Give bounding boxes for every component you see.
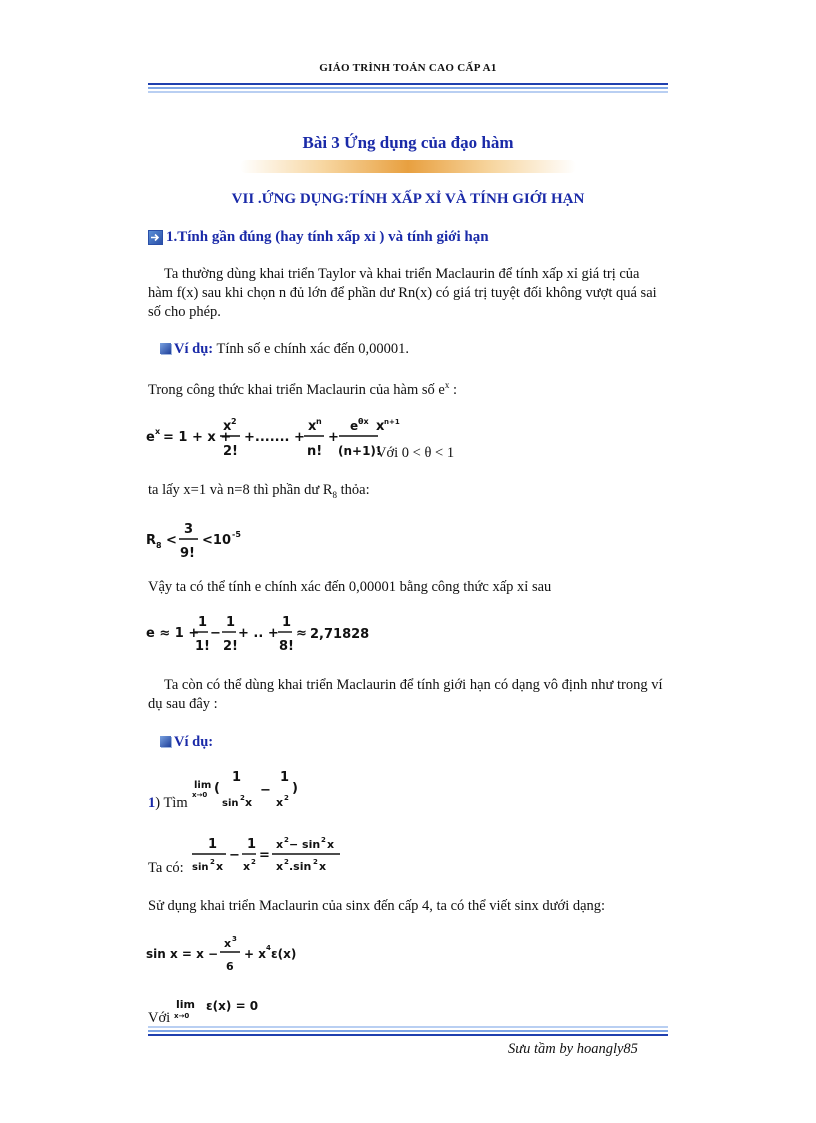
document-header-title: GIÁO TRÌNH TOÁN CAO CẤP A1: [319, 62, 497, 74]
maclaurin-sup: x: [444, 380, 450, 390]
svg-text:2: 2: [210, 858, 215, 866]
decorative-gradient-bar: [240, 160, 576, 173]
svg-text:.sin: .sin: [289, 860, 312, 873]
approx-line: Vậy ta có thể tính e chính xác đến 0,00001 bằng công thức xấp xỉ sau: [148, 579, 552, 595]
svg-text:e ≈ 1 +: e ≈ 1 +: [146, 626, 200, 641]
svg-text:−: −: [210, 626, 221, 641]
formula-difference: [192, 832, 352, 880]
formula-sin-expansion: [146, 930, 306, 982]
svg-text:x: x: [155, 427, 161, 436]
header-rule: [148, 83, 668, 95]
svg-text:1: 1: [232, 770, 242, 785]
svg-text:x: x: [224, 937, 232, 950]
svg-text:x: x: [308, 419, 317, 434]
svg-text:(n+1)!: (n+1)!: [338, 444, 382, 458]
svg-text:+....... +: +....... +: [244, 430, 305, 445]
example-label: Ví dụ:: [174, 341, 214, 357]
svg-text:1!: 1!: [195, 639, 210, 654]
svg-text:-5: -5: [232, 530, 241, 539]
sin-expansion-line: Sử dụng khai triển Maclaurin của sinx đến cấp 4, ta có thể viết sinx dưới dạng:: [148, 898, 606, 914]
svg-text:2: 2: [284, 794, 289, 802]
svg-text:n+1: n+1: [384, 418, 400, 426]
svg-text:lim: lim: [176, 998, 196, 1011]
remainder-text: ta lấy x=1 và n=8 thì phần dư R: [148, 482, 333, 498]
svg-text:sin x = x −: sin x = x −: [146, 947, 219, 961]
svg-text:6: 6: [226, 960, 234, 973]
svg-text:3: 3: [232, 935, 237, 943]
svg-text:2: 2: [284, 836, 289, 844]
svg-text:e: e: [350, 419, 359, 433]
svg-text:(: (: [214, 781, 220, 796]
svg-text:1: 1: [247, 837, 257, 852]
formula-limit-expression: [192, 764, 312, 812]
svg-text:R: R: [146, 533, 157, 548]
svg-text:n: n: [316, 417, 322, 426]
lesson-title: Bài 3 Ứng dụng của đạo hàm: [302, 133, 514, 152]
svg-text:x→0: x→0: [174, 1012, 190, 1020]
svg-text:4: 4: [266, 944, 271, 952]
svg-text:x: x: [223, 419, 232, 434]
svg-text:x: x: [243, 860, 251, 873]
svg-text:x: x: [276, 796, 284, 809]
svg-text:n!: n!: [307, 444, 323, 459]
svg-text:): ): [292, 781, 298, 796]
svg-text:x: x: [276, 838, 284, 851]
svg-text:lim: lim: [194, 780, 212, 791]
svg-text:+ .. +: + .. +: [238, 626, 279, 641]
svg-text:x: x: [327, 838, 335, 851]
svg-text:sin: sin: [222, 798, 239, 809]
svg-text:1: 1: [282, 615, 292, 630]
subsection-title-text: 1.Tính gần đúng (hay tính xấp xỉ ) và tính giới hạn: [166, 229, 489, 245]
subsection-title: [148, 229, 489, 246]
svg-text:x: x: [276, 860, 284, 873]
footer-rule: [148, 1026, 668, 1038]
svg-text:x→0: x→0: [192, 791, 208, 799]
section-title: VII .ỨNG DỤNG:TÍNH XẤP XỈ VÀ TÍNH GIỚI HẠN: [231, 191, 585, 207]
square-bullet-icon: [160, 736, 171, 747]
maclaurin-tail: :: [449, 381, 458, 398]
svg-text:2: 2: [313, 858, 318, 866]
svg-text:2: 2: [284, 858, 289, 866]
intro-paragraph: Ta thường dùng khai triển Taylor và khai triển Maclaurin để tính xấp xỉ giá trị của hàm f(x) sau khi chọn n đủ lớn để phần dư Rn(x) có giá trị tuyệt đối không vượt quá sai số cho phép.: [148, 266, 657, 320]
svg-text:2: 2: [251, 858, 256, 866]
approx-value: 2,71828: [310, 627, 370, 642]
svg-text:2!: 2!: [223, 444, 238, 459]
svg-text:= 1 + x +: = 1 + x +: [163, 430, 232, 445]
svg-text:x: x: [216, 860, 224, 873]
svg-text:=: =: [259, 848, 270, 863]
svg-text:x: x: [245, 796, 253, 809]
svg-text:≈: ≈: [296, 626, 307, 641]
remainder-sub: 8: [332, 489, 337, 500]
arrow-box-icon: [148, 230, 163, 245]
svg-text:2!: 2!: [223, 639, 238, 654]
svg-text:1: 1: [208, 837, 218, 852]
example-2: [160, 733, 680, 752]
svg-text:8!: 8!: [279, 639, 294, 654]
square-bullet-icon: [160, 343, 171, 354]
svg-text:1: 1: [198, 615, 208, 630]
example-1: [160, 340, 680, 359]
remainder-line: [148, 481, 668, 505]
maclaurin-text: Trong công thức khai triển Maclaurin của hàm số e: [148, 381, 445, 398]
svg-text:1: 1: [280, 770, 290, 785]
svg-text:<10: <10: [202, 533, 231, 548]
svg-text:+: +: [328, 430, 339, 445]
maclaurin-line: [148, 376, 668, 400]
footer-credit: Sưu tầm by hoangly85: [508, 1041, 638, 1057]
svg-text:+ x: + x: [244, 947, 266, 961]
theta-condition: Với 0 < θ < 1: [376, 445, 455, 461]
example-text: Tính số e chính xác đến 0,00001.: [213, 341, 409, 357]
svg-text:x: x: [319, 860, 327, 873]
find-text: ) Tìm: [155, 795, 188, 811]
svg-text:2: 2: [231, 417, 237, 426]
formula-ex-expansion: [146, 410, 386, 466]
svg-text:3: 3: [184, 522, 194, 537]
svg-text:ε(x) = 0: ε(x) = 0: [206, 999, 259, 1013]
svg-text:x: x: [376, 419, 385, 434]
formula-r8-bound: [146, 515, 256, 565]
find-number: 1: [148, 795, 156, 811]
example-2-label: Ví dụ:: [174, 734, 214, 750]
svg-text:−: −: [229, 848, 240, 863]
svg-text:− sin: − sin: [289, 838, 321, 851]
formula-epsilon-limit: [174, 994, 274, 1024]
with-label: Với: [148, 1010, 171, 1026]
svg-text:θx: θx: [358, 417, 369, 426]
svg-text:8: 8: [156, 541, 162, 550]
svg-text:1: 1: [226, 615, 236, 630]
svg-text:2: 2: [321, 836, 326, 844]
svg-text:e: e: [146, 430, 155, 445]
formula-x-power: [376, 416, 400, 436]
svg-text:sin: sin: [192, 862, 209, 873]
svg-text:<: <: [166, 533, 177, 548]
svg-text:−: −: [260, 783, 271, 798]
svg-text:9!: 9!: [180, 546, 195, 561]
we-have-label: Ta có:: [148, 860, 184, 876]
svg-text:2: 2: [240, 794, 245, 802]
svg-text:ε(x): ε(x): [271, 947, 297, 961]
limit-intro-paragraph: Ta còn có thể dùng khai triển Maclaurin để tính giới hạn có dạng vô định như trong ví dụ sau đây :: [148, 677, 663, 712]
remainder-tail: thỏa:: [337, 482, 370, 498]
